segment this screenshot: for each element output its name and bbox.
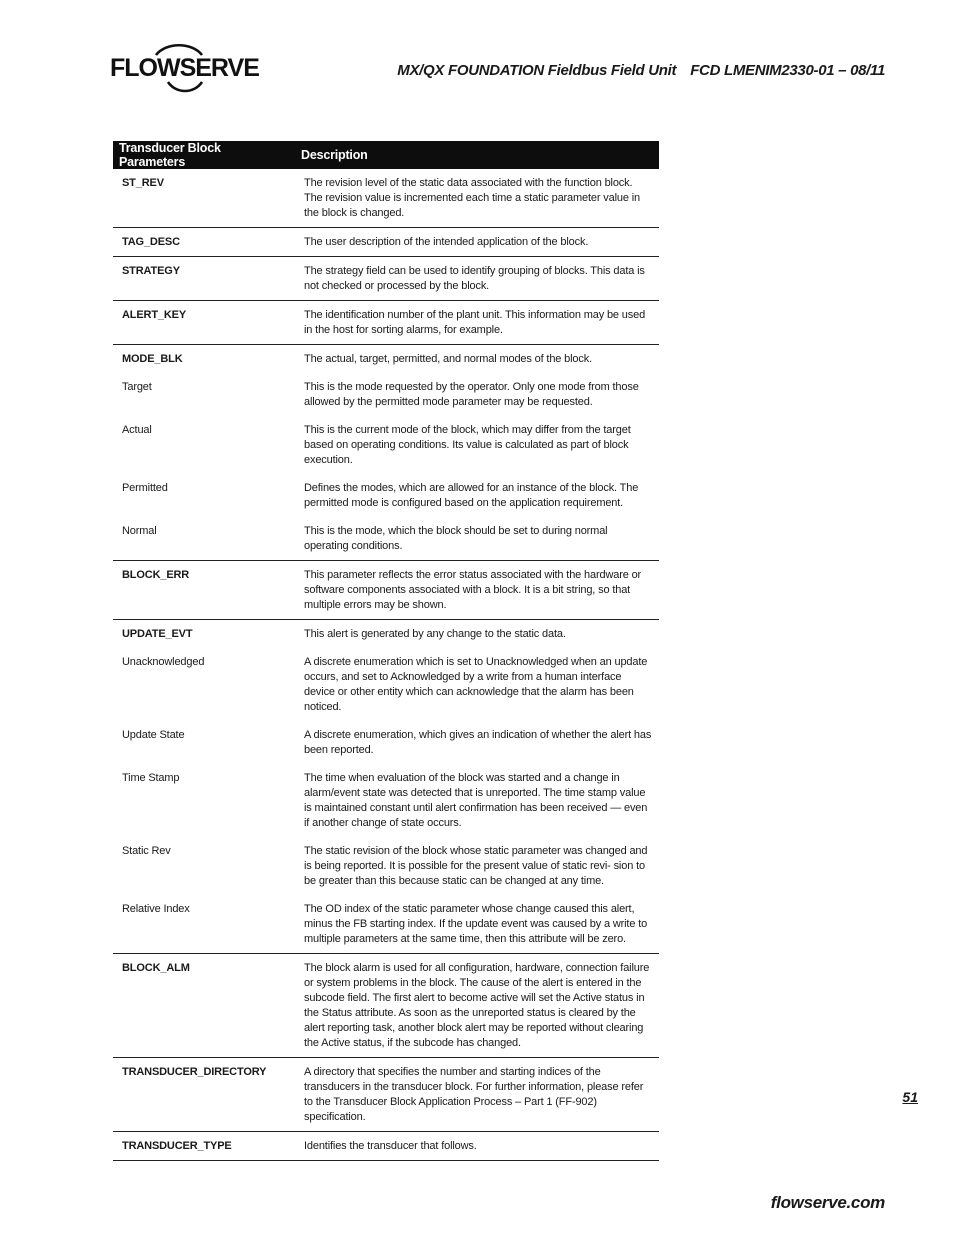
parameter-name: TAG_DESC [113,228,295,257]
parameter-name: Target [122,381,152,393]
table-row [113,1058,659,1132]
table-row [113,758,659,831]
parameter-description: A directory that specifies the number and starting indices of the transducers in the transducer block. For further information, please refer to the Transducer Block Application Process – Part 1 (FF-902) specification. [295,1058,659,1132]
parameter-name: Unacknowledged [122,656,205,668]
parameter-description: The OD index of the static parameter whose change caused this alert, minus the FB starting index. If the update event was caused by a write to multiple parameters at the same time, then this attribute will be zero. [295,889,659,954]
page-number: 51 [902,1089,918,1105]
parameter-description: The revision level of the static data associated with the function block. The revision value is incremented each time a static parameter value in the block is changed. [295,169,659,228]
column-header-description: Description [295,141,659,169]
table-row [113,954,659,1058]
table-row [113,642,659,715]
parameter-name: STRATEGY [113,257,295,301]
parameter-description: This is the current mode of the block, which may differ from the target based on operating conditions. Its value is calculated as part of block execution. [304,424,631,466]
table-row [113,620,659,643]
parameter-description: Identifies the transducer that follows. [295,1132,659,1161]
parameter-description: The strategy field can be used to identify grouping of blocks. This data is not checked or processed by the block. [295,257,659,301]
parameter-description: This is the mode, which the block should be set to during normal operating conditions. [295,511,659,561]
parameter-name: MODE_BLK [122,353,183,365]
parameters-table [113,141,659,1161]
parameter-name: ST_REV [113,169,295,228]
parameter-name: Normal [113,511,295,561]
parameter-description: The static revision of the block whose static parameter was changed and is being reported. It is possible for the present value of static revi- sion to be greater than this because static can be changed at any time. [304,845,648,887]
header-title: MX/QX FOUNDATION Fieldbus Field Unit [397,62,677,79]
table-row [113,831,659,889]
table-header-row [113,141,659,169]
table-row [113,511,659,561]
parameter-description: The user description of the intended application of the block. [295,228,659,257]
parameter-description: This alert is generated by any change to the static data. [304,628,566,640]
table-body [113,169,659,1161]
table-row [113,561,659,620]
parameter-description: The identification number of the plant unit. This information may be used in the host for sorting alarms, for example. [295,301,659,345]
parameter-name: TRANSDUCER_TYPE [113,1132,295,1161]
parameter-name: Relative Index [113,889,295,954]
parameter-description: Defines the modes, which are allowed for an instance of the block. The permitted mode is configured based on the application requirement. [304,482,639,509]
parameter-name: Time Stamp [122,772,180,784]
parameter-description: A discrete enumeration, which gives an indication of whether the alert has been reported. [304,729,652,756]
parameter-description: The block alarm is used for all configuration, hardware, connection failure or system problems in the block. The cause of the alert is entered in the subcode field. The first alert to become active will set the Active status in the Status attribute. As soon as the unreported status is cleared by the alert reporting task, another block alert may be reported without clearing the Active status, if the subcode has changed. [295,954,659,1058]
table-row [113,169,659,228]
table-row [113,1132,659,1161]
parameter-name: BLOCK_ALM [113,954,295,1058]
parameter-name: BLOCK_ERR [113,561,295,620]
parameter-description: The actual, target, permitted, and normal modes of the block. [304,353,593,365]
flowserve-logo [110,42,259,96]
footer-website: flowserve.com [770,1193,885,1212]
table-row [113,345,659,368]
table-row [113,228,659,257]
parameter-description: This is the mode requested by the operator. Only one mode from those allowed by the permitted mode parameter may be requested. [304,381,639,408]
table-row [113,257,659,301]
parameter-name: Static Rev [122,845,171,857]
table-row [113,301,659,345]
column-header-parameter: Transducer Block Parameters [113,141,295,169]
document-header [397,62,885,79]
table-row [113,468,659,511]
table-row [113,889,659,954]
parameter-name: Actual [122,424,152,436]
table-row [113,715,659,758]
parameter-name: Permitted [122,482,168,494]
logo-text: FLOWSERVE [110,54,259,82]
table-row [113,367,659,410]
parameter-name: UPDATE_EVT [122,628,193,640]
table-row [113,410,659,468]
parameter-name: TRANSDUCER_DIRECTORY [113,1058,295,1132]
logo-swoosh-icon [110,42,250,96]
parameter-description: This parameter reflects the error status associated with the hardware or software components associated with a block. It is a bit string, so that multiple errors may be shown. [295,561,659,620]
parameter-name: Update State [122,729,185,741]
parameter-name: ALERT_KEY [113,301,295,345]
doc-number: FCD LMENIM2330-01 – 08/11 [690,62,885,79]
parameter-description: A discrete enumeration which is set to Unacknowledged when an update occurs, and set to Acknowledged by a write from a human interface device or other entity which can acknowledge that the alarm has been noticed. [304,656,648,713]
parameter-description: The time when evaluation of the block was started and a change in alarm/event state was detected that is unreported. The time stamp value is maintained constant until alert confirmation has been received — even if another change of state occurs. [304,772,648,829]
